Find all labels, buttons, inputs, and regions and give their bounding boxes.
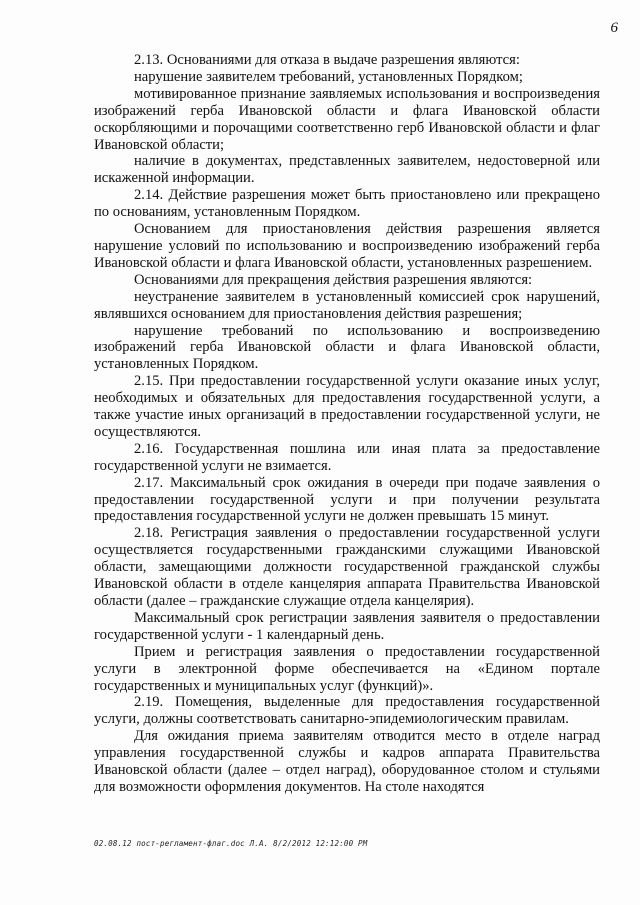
paragraph: 2.13. Основаниями для отказа в выдаче разрешения являются: xyxy=(134,52,520,68)
paragraph: наличие в документах, представленных заявителем, недостоверной или искаженной информации. xyxy=(94,153,600,187)
paragraph: Для ожидания приема заявителям отводится место в отделе наград управления государственной службы и кадров аппарата Правительства Ивановской области (далее – отдел наград), оборудованное столом и стульями для возможности оформления документов. На столе находятся xyxy=(94,728,600,795)
document-body xyxy=(94,52,600,796)
file-footer: 02.08.12 пост-регламент-флаг.doc Л.А. 8/2/2012 12:12:00 PM xyxy=(94,839,368,848)
paragraph: 2.15. При предоставлении государственной услуги оказание иных услуг, необходимых и обязательных для предоставления государственной услуги, а также участие иных организаций в предоставлении государственной услуги, не осуществляются. xyxy=(94,373,600,440)
paragraph: Максимальный срок регистрации заявления заявителя о предоставлении государственной услуги - 1 календарный день. xyxy=(94,609,600,643)
paragraph: Прием и регистрация заявления о предоставлении государственной услуги в электронной форме обеспечивается на «Едином портале государственных и муниципальных услуг (функций)». xyxy=(94,643,600,694)
paragraph: мотивированное признание заявляемых использования и воспроизведения изображений герба Ивановской области и флага Ивановской области оскорбляющими и порочащими соответственно герб Ивановской области и флаг Ивановской области; xyxy=(94,85,600,153)
page-number: 6 xyxy=(610,20,618,36)
paragraph: неустранение заявителем в установленный комиссией срок нарушений, являвшихся основанием для приостановления действия разрешения; xyxy=(94,288,600,322)
paragraph: нарушение заявителем требований, установленных Порядком; xyxy=(134,68,523,85)
paragraph: 2.16. Государственная пошлина или иная плата за предоставление государственной услуги не взимается. xyxy=(94,440,600,474)
paragraph: 2.19. Помещения, выделенные для предоставления государственной услуги, должны соответствовать санитарно-эпидемиологическим правилам. xyxy=(94,694,600,728)
paragraph: 2.18. Регистрация заявления о предоставлении государственной услуги осуществляется государственными гражданскими служащими Ивановской области, замещающими должности государственной гражданской службы Ивановской области в отделе канцелярия аппарата Правительства Ивановской области (далее – гражданские служащие отдела канцелярия). xyxy=(94,525,600,609)
paragraph: нарушение требований по использованию и воспроизведению изображений герба Ивановской области и флага Ивановской области, установленных Порядком. xyxy=(94,322,600,373)
paragraph: 2.17. Максимальный срок ожидания в очереди при подаче заявления о предоставлении государственной услуги и при получении результата предоставления государственной услуги не должен превышать 15 минут. xyxy=(94,474,600,525)
paragraph: 2.14. Действие разрешения может быть приостановлено или прекращено по основаниям, установленным Порядком. xyxy=(94,187,600,221)
paragraph: Основаниями для прекращения действия разрешения являются: xyxy=(134,271,533,288)
paragraph: Основанием для приостановления действия разрешения является нарушение условий по использованию и воспроизведению изображений герба Ивановской области и флага Ивановской области, установленных разрешением. xyxy=(94,221,600,271)
